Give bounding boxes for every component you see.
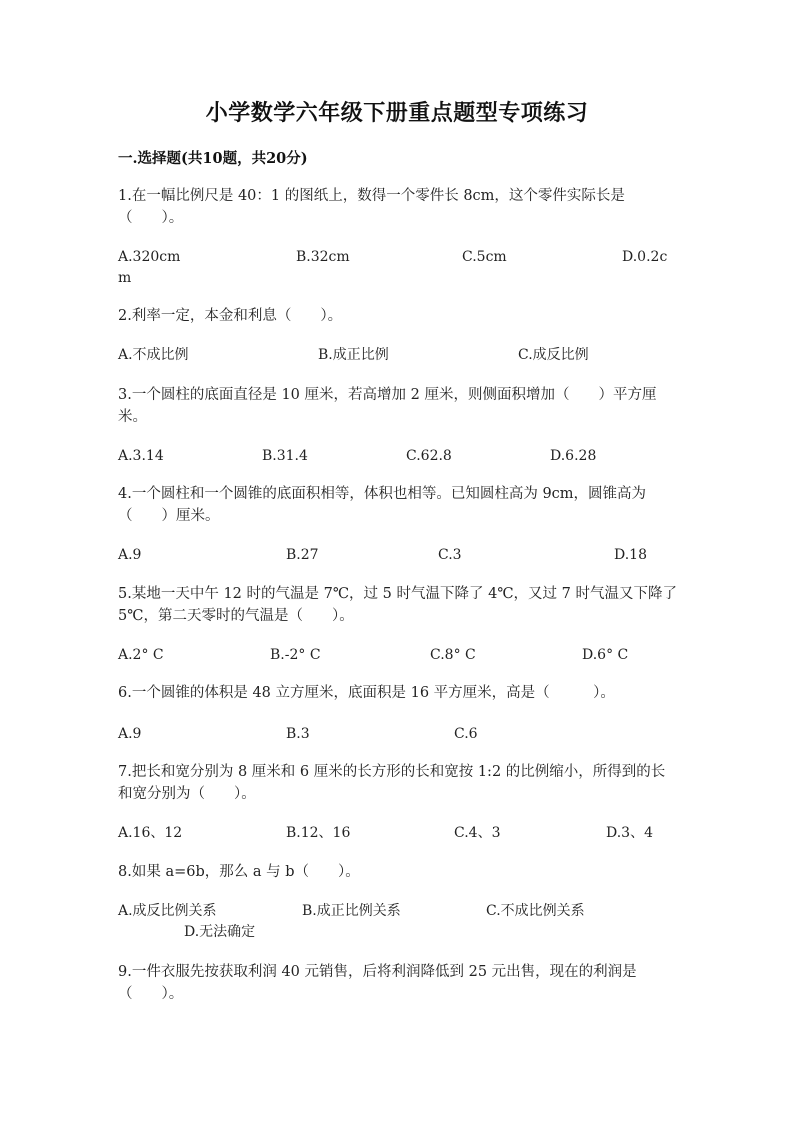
question-1-option-d-wrap: m [118, 270, 132, 286]
question-1-option-b: B.32cm [296, 249, 350, 265]
question-3-stem: 3.一个圆柱的底面直径是 10 厘米，若高增加 2 厘米，则侧面积增加（ ）平方厘米。 [118, 387, 657, 425]
page-title: 小学数学六年级下册重点题型专项练习 [205, 100, 589, 126]
question-5-option-a: A.2° C [118, 647, 164, 663]
question-5-option-d: D.6° C [582, 647, 629, 663]
question-7-option-d: D.3、4 [606, 825, 653, 841]
question-5-stem: 5.某地一天中午 12 时的气温是 7℃，过 5 时气温下降了 4℃，又过 7 时气温又下降了 5℃，第二天零时的气温是（ ）。 [118, 586, 677, 624]
question-1-option-d: D.0.2c [622, 249, 668, 265]
question-6-stem: 6.一个圆锥的体积是 48 立方厘米，底面积是 16 平方厘米，高是（ ）。 [118, 685, 615, 701]
question-6-option-c: C.6 [454, 726, 478, 742]
question-8-stem: 8.如果 a=6b，那么 a 与 b（ ）。 [118, 864, 360, 880]
question-4-option-c: C.3 [438, 547, 462, 563]
question-9-stem: 9.一件衣服先按获取利润 40 元销售，后将利润降低到 25 元出售，现在的利润是（ ）。 [118, 964, 637, 1002]
question-8-option-c: C.不成比例关系 [486, 903, 585, 919]
question-2-option-a: A.不成比例 [118, 347, 189, 363]
question-3-option-d: D.6.28 [550, 448, 597, 464]
question-2-stem: 2.利率一定，本金和利息（ ）。 [118, 308, 343, 324]
question-7-option-b: B.12、16 [286, 825, 351, 841]
question-1-option-a: A.320cm [118, 249, 181, 265]
question-1-option-c: C.5cm [462, 249, 507, 265]
section-header: 一.选择题(共10题，共20分) [118, 150, 308, 167]
question-3-option-a: A.3.14 [118, 448, 164, 464]
question-3-option-c: C.62.8 [406, 448, 452, 464]
question-8-option-d: D.无法确定 [184, 924, 256, 940]
question-6-option-b: B.3 [286, 726, 310, 742]
question-5-option-c: C.8° C [430, 647, 476, 663]
question-5-option-b: B.-2° C [270, 647, 321, 663]
question-4-option-d: D.18 [614, 547, 647, 563]
question-4-stem: 4.一个圆柱和一个圆锥的底面积相等，体积也相等。已知圆柱高为 9cm，圆锥高为（ ）厘米。 [118, 486, 647, 524]
question-4-option-a: A.9 [118, 547, 142, 563]
question-2-option-b: B.成正比例 [318, 347, 389, 363]
question-2-option-c: C.成反比例 [518, 347, 589, 363]
question-7-option-c: C.4、3 [454, 825, 501, 841]
question-8-option-b: B.成正比例关系 [302, 903, 401, 919]
question-1-stem: 1.在一幅比例尺是 40：1 的图纸上，数得一个零件长 8cm，这个零件实际长是（ ）。 [118, 188, 625, 226]
question-7-stem: 7.把长和宽分别为 8 厘米和 6 厘米的长方形的长和宽按 1:2 的比例缩小，所得到的长和宽分别为（ ）。 [118, 764, 666, 802]
question-7-option-a: A.16、12 [118, 825, 183, 841]
question-8-option-a: A.成反比例关系 [118, 903, 217, 919]
question-6-option-a: A.9 [118, 726, 142, 742]
question-4-option-b: B.27 [286, 547, 319, 563]
question-3-option-b: B.31.4 [262, 448, 308, 464]
